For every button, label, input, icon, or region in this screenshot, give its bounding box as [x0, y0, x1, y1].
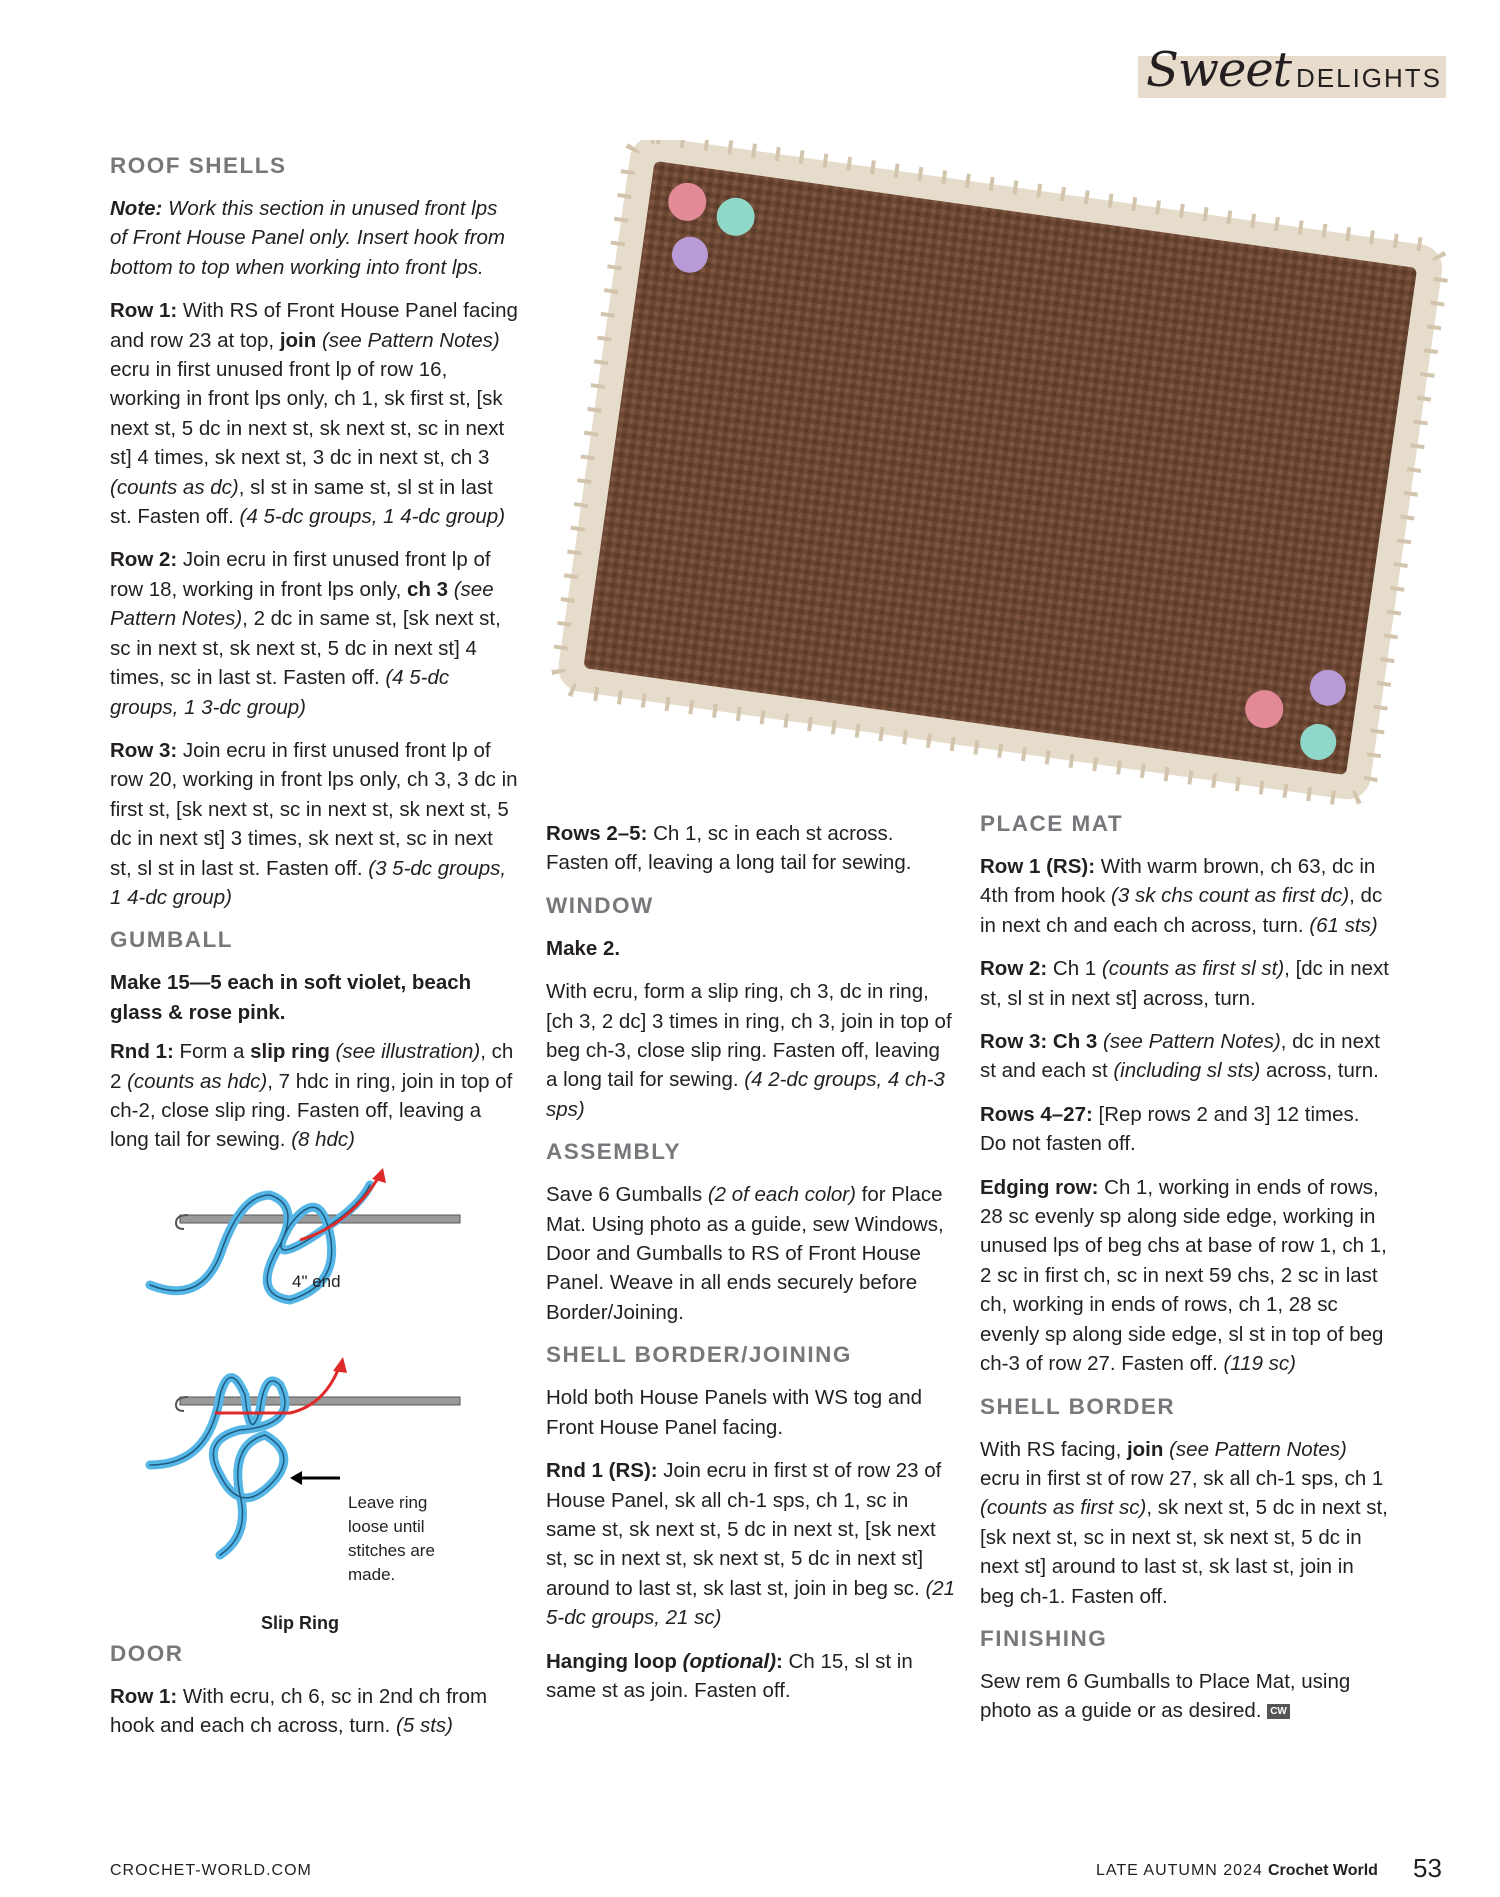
- row-total: (5 sts): [396, 1714, 453, 1738]
- footer-magazine: Crochet World: [1268, 1862, 1378, 1879]
- heading-roof-shells: ROOF SHELLS: [110, 153, 287, 178]
- row-label: Row 3: Ch 3: [980, 1030, 1098, 1054]
- row-note: (counts as hdc): [127, 1069, 268, 1093]
- row-note: (2 of each color): [707, 1183, 856, 1207]
- shell-join-rnd1: [546, 1456, 956, 1632]
- assembly-text: [546, 1180, 956, 1327]
- heading-window: WINDOW: [546, 892, 654, 918]
- row-label: Rows 2–5:: [546, 822, 648, 845]
- end-mark-icon: CW: [1267, 1704, 1290, 1719]
- roof-row1: [110, 296, 520, 531]
- row-note: (counts as first sl st): [1101, 957, 1285, 981]
- section-tag: [1138, 42, 1446, 98]
- row-text: across, turn.: [1260, 1059, 1379, 1083]
- row-text: , dc in next st and each st: [980, 1030, 1380, 1083]
- heading-place-mat: PLACE MAT: [980, 811, 1124, 836]
- row-text: Form a: [173, 1040, 251, 1064]
- row-text: [Rep rows 2 and 3] 12 times. Do not fasten off.: [980, 1102, 1360, 1156]
- row-label: Rnd 1 (RS):: [546, 1459, 658, 1483]
- row-note: (3 sk chs count as first dc): [1111, 884, 1350, 908]
- note-label: Note:: [110, 197, 163, 220]
- row-text: Join ecru in first unused front lp of row 18, working in front lps only,: [110, 548, 491, 601]
- row-total: (4 2-dc groups, 4 ch-3 sps): [546, 1068, 945, 1121]
- row-label: Rnd 1:: [110, 1040, 174, 1064]
- row-text: Ch 1: [1047, 957, 1102, 981]
- hook-illustration-top: [176, 1215, 460, 1229]
- row-total: (4 5-dc groups, 1 4-dc group): [239, 505, 506, 529]
- place-mat-photo: [535, 140, 1465, 805]
- join-term: join: [1126, 1437, 1164, 1461]
- door-section: [110, 1640, 520, 1755]
- heading-door: DOOR: [110, 1641, 184, 1666]
- row-label: :: [776, 1649, 783, 1673]
- slip-ring-term: slip ring: [250, 1040, 330, 1064]
- footer-website[interactable]: CROCHET-WORLD.COM: [110, 1862, 312, 1879]
- label-loose-ring: [348, 1493, 440, 1584]
- join-term: join: [279, 328, 317, 352]
- row-label: Row 1 (RS):: [980, 855, 1096, 878]
- roof-note: [110, 194, 520, 282]
- heading-shell-border-joining: SHELL BORDER/JOINING: [546, 1342, 852, 1368]
- row-text: With ecru, form a slip ring, ch 3, dc in ring, [ch 3, 2 dc] 3 times in ring, ch 3, join in top of beg ch-3, close slip ring. Fasten off, leaving a long tail for sewing.: [546, 980, 952, 1092]
- row-label: Row 3:: [110, 738, 178, 762]
- row-note: (see illustration): [329, 1040, 481, 1064]
- hanging-loop: [546, 1647, 956, 1706]
- column-right: [980, 810, 1390, 1740]
- page-number: 53: [1413, 1853, 1442, 1883]
- heading-gumball: GUMBALL: [110, 927, 233, 953]
- row-text: , dc in next ch and each ch across, turn.: [980, 884, 1383, 937]
- finishing-text: [980, 1667, 1390, 1726]
- row-total: (119 sc): [1223, 1352, 1296, 1376]
- diagram-caption: Slip Ring: [261, 1613, 339, 1633]
- optional-term: (optional): [682, 1649, 777, 1673]
- section-tag-script: Sweet: [1146, 42, 1292, 98]
- window-make: Make 2.: [546, 936, 621, 960]
- row-text: , sl st in same st, sl st in last st. Fasten off.: [110, 475, 493, 529]
- row-label: Row 2:: [110, 548, 178, 572]
- row-total: (61 sts): [1309, 913, 1378, 937]
- row-note: (counts as dc): [110, 475, 239, 499]
- row-total: (8 hdc): [291, 1128, 355, 1152]
- row-text: , [dc in next st, sl st in next st] across, turn.: [980, 957, 1390, 1010]
- row-text: With RS of Front House Panel facing and row 23 at top,: [110, 299, 518, 352]
- heading-finishing: FINISHING: [980, 1625, 1108, 1651]
- row-text: Save 6 Gumballs: [546, 1183, 708, 1207]
- place-mat-row1: [980, 852, 1390, 940]
- gumball-make: Make 15—5 each in soft violet, beach glass & rose pink.: [110, 971, 472, 1024]
- row-label: Edging row:: [980, 1175, 1099, 1199]
- window-text: [546, 977, 956, 1124]
- shell-join-text: Hold both House Panels with WS tog and Front House Panel facing.: [546, 1386, 923, 1439]
- row-text: for Place Mat. Using photo as a guide, sew Windows, Door and Gumballs to RS of Front House Panel. Weave in all ends securely before Border/Joining.: [546, 1183, 944, 1324]
- place-mat-edging: [980, 1173, 1390, 1379]
- door-row1: [110, 1682, 520, 1741]
- row-text: Sew rem 6 Gumballs to Place Mat, using photo as a guide or as desired.: [980, 1669, 1351, 1723]
- place-mat-row3: [980, 1027, 1390, 1086]
- row-note: (see Pattern Notes): [316, 328, 500, 352]
- row-total: (4 5-dc groups, 1 3-dc group): [110, 666, 450, 719]
- row-text: Join ecru in first unused front lp of row 20, working in front lps only, ch 3, 3 dc in first st, [sk next st, sc in next st, sk next st, 5 dc in next st] 3 times, sk next st, sc in next st, sl st in last st. Fasten off.: [110, 738, 518, 880]
- row-text: Join ecru in first st of row 23 of House Panel, sk all ch-1 sps, ch 1, sc in same st, sk next st, 5 dc in next st, [sk next st, sc in next st, sk next st, 5 dc in next st] around to last st, sk last st, join in beg sc.: [546, 1459, 942, 1600]
- row-text: With warm brown, ch 63, dc in 4th from hook: [980, 855, 1376, 908]
- label-line: Leave ring: [348, 1493, 428, 1512]
- section-tag-caps: DELIGHTS: [1296, 63, 1443, 93]
- row-text: Ch 15, sl st in same st as join. Fasten off.: [546, 1649, 913, 1702]
- row-note: (including sl sts): [1113, 1059, 1261, 1083]
- row-note: (see Pattern Notes): [110, 577, 494, 631]
- heading-assembly: ASSEMBLY: [546, 1139, 681, 1165]
- place-mat-row2: [980, 954, 1390, 1013]
- row-note: (see Pattern Notes): [1163, 1437, 1347, 1461]
- gumball-rnd1: [110, 1037, 520, 1155]
- row-text: , sk next st, 5 dc in next st, [sk next st, sc in next st, sk next st, 5 dc in next st] around to last st, sk last st, join in beg ch-1. Fasten off.: [980, 1496, 1388, 1608]
- arrow-head: [372, 1168, 386, 1183]
- arrow-head: [290, 1471, 302, 1485]
- label-line: stitches are: [348, 1541, 435, 1560]
- label-4in-end: 4" end: [292, 1272, 341, 1291]
- place-mat-rows-4-27: [980, 1100, 1390, 1159]
- footer-issue: LATE AUTUMN 2024: [1096, 1862, 1263, 1879]
- row-note: (counts as first sc): [980, 1496, 1147, 1520]
- row-text: , 2 dc in same st, [sk next st, sc in next st, sk next st, 5 dc in next st] 4 times, sc in last st. Fasten off.: [110, 607, 501, 690]
- label-line: loose until: [348, 1517, 425, 1536]
- row-text: Ch 1, sc in each st across. Fasten off, leaving a long tail for sewing.: [546, 822, 912, 875]
- row-total: (3 5-dc groups, 1 4-dc group): [110, 856, 507, 909]
- ch3-term: ch 3: [407, 577, 449, 601]
- label-line: made.: [348, 1565, 396, 1584]
- row-label: Row 1:: [110, 299, 178, 323]
- row-text: With RS facing,: [980, 1437, 1127, 1461]
- row-total: (21 5-dc groups, 21 sc): [546, 1576, 956, 1630]
- shell-border-text: [980, 1435, 1390, 1611]
- row-text: With ecru, ch 6, sc in 2nd ch from hook and each ch across, turn.: [110, 1685, 488, 1738]
- row-label: Row 2:: [980, 957, 1048, 981]
- note-text: Work this section in unused front lps of Front House Panel only. Insert hook from bottom to top when working into front lps.: [110, 197, 506, 279]
- rows-2-5: [546, 819, 956, 878]
- yarn-strand: [150, 1378, 285, 1556]
- heading-shell-border: SHELL BORDER: [980, 1393, 1176, 1419]
- row-label: Row 1:: [110, 1685, 178, 1708]
- row-text: , 7 hdc in ring, join in top of ch-2, close slip ring. Fasten off, leaving a long tail for sewing.: [110, 1069, 513, 1152]
- roof-row2: [110, 545, 520, 721]
- roof-row3: [110, 736, 520, 912]
- column-middle: [546, 819, 956, 1719]
- row-text: , ch 2: [110, 1040, 514, 1093]
- row-text: Ch 1, working in ends of rows, 28 sc evenly sp along side edge, working in unused lps of beg chs at base of row 1, ch 1, 2 sc in first ch, sc in next 59 chs, 2 sc in last ch, working in ends of rows, ch 1, 28 sc evenly sp along side edge, sl st in top of beg ch-3 of row 27. Fasten off.: [980, 1175, 1387, 1376]
- row-note: (see Pattern Notes): [1097, 1030, 1281, 1054]
- slip-ring-diagram: [140, 1165, 480, 1635]
- row-label: Rows 4–27:: [980, 1102, 1093, 1126]
- arrow-head: [333, 1357, 347, 1373]
- brown-mat-body: [583, 161, 1417, 775]
- row-text: ecru in first st of row 27, sk all ch-1 sps, ch 1: [980, 1466, 1384, 1490]
- column-left: [110, 152, 520, 1169]
- row-label: Hanging loop: [546, 1649, 683, 1673]
- row-text: ecru in first unused front lp of row 16, working in front lps only, ch 1, sk first st, [sk next st, 5 dc in next st, sk next st, sc in next st] 4 times, sk next st, 3 dc in next st, ch 3: [110, 358, 505, 470]
